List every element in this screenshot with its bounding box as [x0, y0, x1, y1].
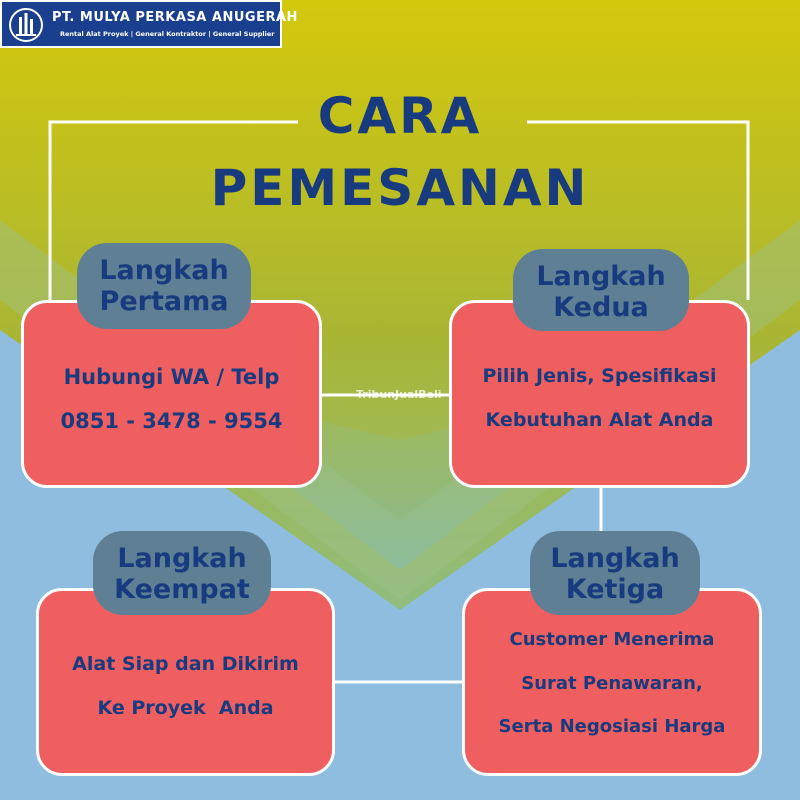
- step-2-label-line-2: Kedua: [553, 292, 649, 323]
- step-4-label-line-2: Keempat: [114, 574, 250, 605]
- step-4-box: [36, 588, 335, 776]
- step-3-label-line-2: Ketiga: [565, 574, 665, 605]
- step-4-line-2: Ke Proyek Anda: [97, 697, 274, 719]
- step-3-line-1: Customer Menerima: [509, 629, 715, 650]
- step-3-box: [462, 588, 762, 776]
- building-icon: [8, 7, 44, 43]
- step-4-label: [93, 531, 271, 615]
- step-2-line-2: Kebutuhan Alat Anda: [485, 409, 714, 431]
- company-logo-banner: [0, 0, 298, 48]
- step-3-label: [530, 531, 700, 615]
- step-1-label-line-1: Langkah: [99, 255, 229, 286]
- watermark: TribunJualBeli: [356, 388, 442, 401]
- company-name: PT. MULYA PERKASA ANUGERAH: [52, 10, 298, 25]
- step-3-line-2: Surat Penawaran,: [521, 673, 703, 694]
- step-3-line-3: Serta Negosiasi Harga: [498, 716, 726, 737]
- step-3-label-line-1: Langkah: [550, 543, 680, 574]
- step-2-line-1: Pilih Jenis, Spesifikasi: [482, 365, 717, 387]
- step-1-line-1: Hubungi WA / Telp: [63, 365, 280, 389]
- step-1-label: [77, 243, 251, 329]
- step-1-label-line-2: Pertama: [99, 286, 229, 317]
- page-title-line-1: CARA: [317, 87, 483, 145]
- step-1-line-2: 0851 - 3478 - 9554: [60, 409, 283, 433]
- page-title-line-2: PEMESANAN: [210, 159, 590, 217]
- step-4-line-1: Alat Siap dan Dikirim: [72, 653, 299, 675]
- step-2-label: [513, 249, 689, 331]
- step-2-label-line-1: Langkah: [536, 261, 666, 292]
- company-tagline: Rental Alat Proyek | General Kontraktor | General Supplier: [60, 30, 275, 38]
- step-4-label-line-1: Langkah: [117, 543, 247, 574]
